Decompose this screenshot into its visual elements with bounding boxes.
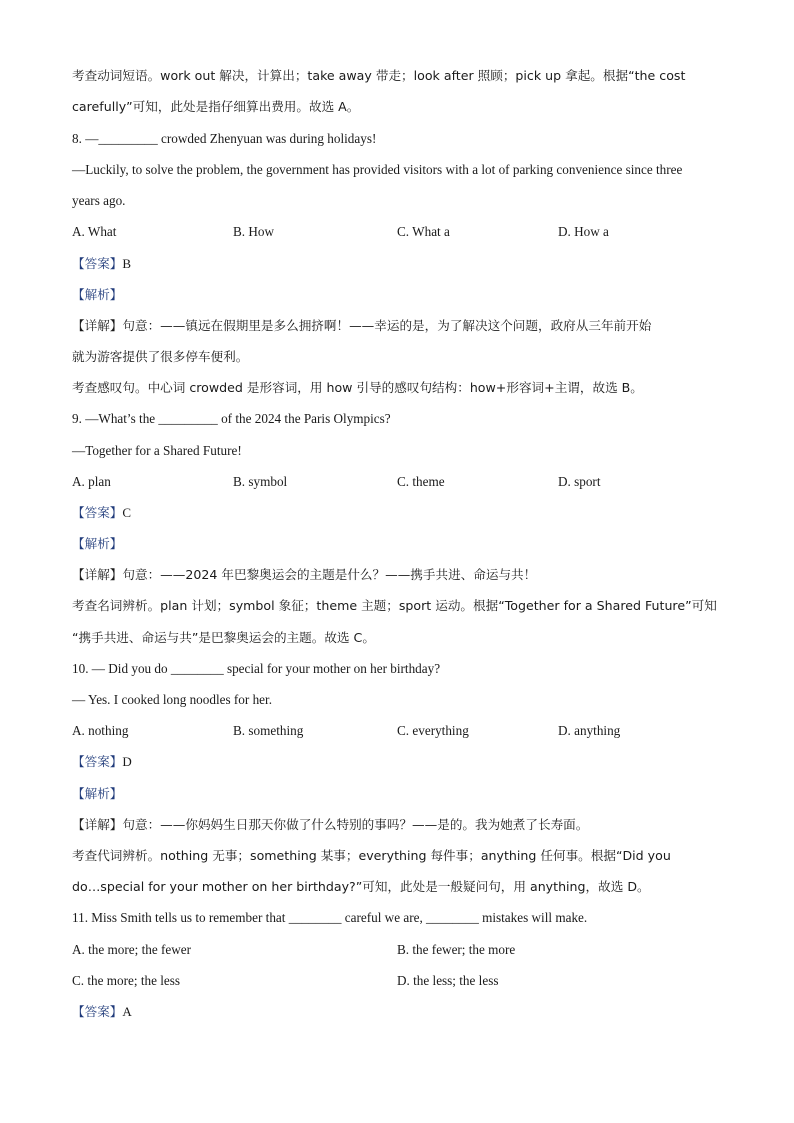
q10-response: — Yes. I cooked long noodles for her. <box>72 692 272 707</box>
q10-option-d: D. anything <box>558 723 621 738</box>
q8-option-b: B. How <box>233 224 275 239</box>
q11-option-b: B. the fewer; the more <box>397 942 516 957</box>
q9-option-b: B. symbol <box>233 474 288 489</box>
q10-option-c: C. everything <box>397 723 469 738</box>
q10-detail-line2: 考查代词辨析。nothing 无事；something 某事；everything 每件事；anything 任何事。根据“Did you <box>72 848 671 863</box>
answer-label: 【答案】 <box>72 256 123 271</box>
analysis-label: 【解析】 <box>72 786 123 801</box>
q7-analysis-line1: 考查动词短语。work out 解决，计算出；take away 带走；look after 照顾；pick up 拿起。根据“the cost <box>72 68 686 83</box>
q9-option-d: D. sport <box>558 474 601 489</box>
q10-question: 10. — Did you do ________ special for your mother on her birthday? <box>72 661 441 676</box>
answer-value: D <box>122 754 132 769</box>
q8-answer <box>72 255 131 273</box>
q8-detail-line2: 就为游客提供了很多停车便利。 <box>72 349 249 364</box>
answer-value: C <box>122 505 132 520</box>
q11-answer <box>72 1003 132 1021</box>
q11-option-d: D. the less; the less <box>397 973 499 988</box>
answer-value: A <box>122 1004 132 1019</box>
q10-detail-line3: do…special for your mother on her birthday?”可知，此处是一般疑问句，用 anything，故选 D。 <box>72 879 650 894</box>
q8-option-c: C. What a <box>397 224 450 239</box>
q9-question: 9. —What’s the _________ of the 2024 the Paris Olympics? <box>72 411 391 426</box>
q8-option-a: A. What <box>72 224 117 239</box>
q9-response: —Together for a Shared Future! <box>72 443 242 458</box>
q9-detail-line1: 【详解】句意：——2024 年巴黎奥运会的主题是什么？——携手共进、命运与共！ <box>72 567 537 582</box>
q10-option-a: A. nothing <box>72 723 129 738</box>
q9-option-a: A. plan <box>72 474 111 489</box>
q9-analysis-heading <box>72 535 122 553</box>
q11-question: 11. Miss Smith tells us to remember that ________ careful we are, ________ mistakes will make. <box>72 910 588 925</box>
answer-label: 【答案】 <box>72 1004 123 1019</box>
q10-option-b: B. something <box>233 723 304 738</box>
answer-value: B <box>122 256 132 271</box>
q10-analysis-heading <box>72 785 122 803</box>
analysis-label: 【解析】 <box>72 287 123 302</box>
q9-option-c: C. theme <box>397 474 445 489</box>
q8-analysis-heading <box>72 286 122 304</box>
q8-question: 8. —_________ crowded Zhenyuan was during holidays! <box>72 131 377 146</box>
q8-response-line1: —Luckily, to solve the problem, the government has provided visitors with a lot of parking convenience since three <box>72 162 683 177</box>
q8-response-line2: years ago. <box>72 193 126 208</box>
q9-answer <box>72 504 131 522</box>
q8-detail-line3: 考查感叹句。中心词 crowded 是形容词，用 how 引导的感叹句结构：how+形容词+主谓，故选 B。 <box>72 380 643 395</box>
answer-label: 【答案】 <box>72 505 123 520</box>
q8-detail-line1: 【详解】句意：——镇远在假期里是多么拥挤啊！——幸运的是，为了解决这个问题，政府从三年前开始 <box>72 318 652 333</box>
analysis-label: 【解析】 <box>72 536 123 551</box>
q9-detail-line2: 考查名词辨析。plan 计划；symbol 象征；theme 主题；sport 运动。根据“Together for a Shared Future”可知 <box>72 598 717 613</box>
answer-label: 【答案】 <box>72 754 123 769</box>
q10-detail-line1: 【详解】句意：——你妈妈生日那天你做了什么特别的事吗？——是的。我为她煮了长寿面。 <box>72 817 589 832</box>
q9-detail-line3: “携手共进、命运与共”是巴黎奥运会的主题。故选 C。 <box>72 630 375 645</box>
q10-answer <box>72 753 132 771</box>
q11-option-c: C. the more; the less <box>72 973 181 988</box>
q11-option-a: A. the more; the fewer <box>72 942 192 957</box>
q7-analysis-line2: carefully”可知，此处是指仔细算出费用。故选 A。 <box>72 99 360 114</box>
q8-option-d: D. How a <box>558 224 609 239</box>
